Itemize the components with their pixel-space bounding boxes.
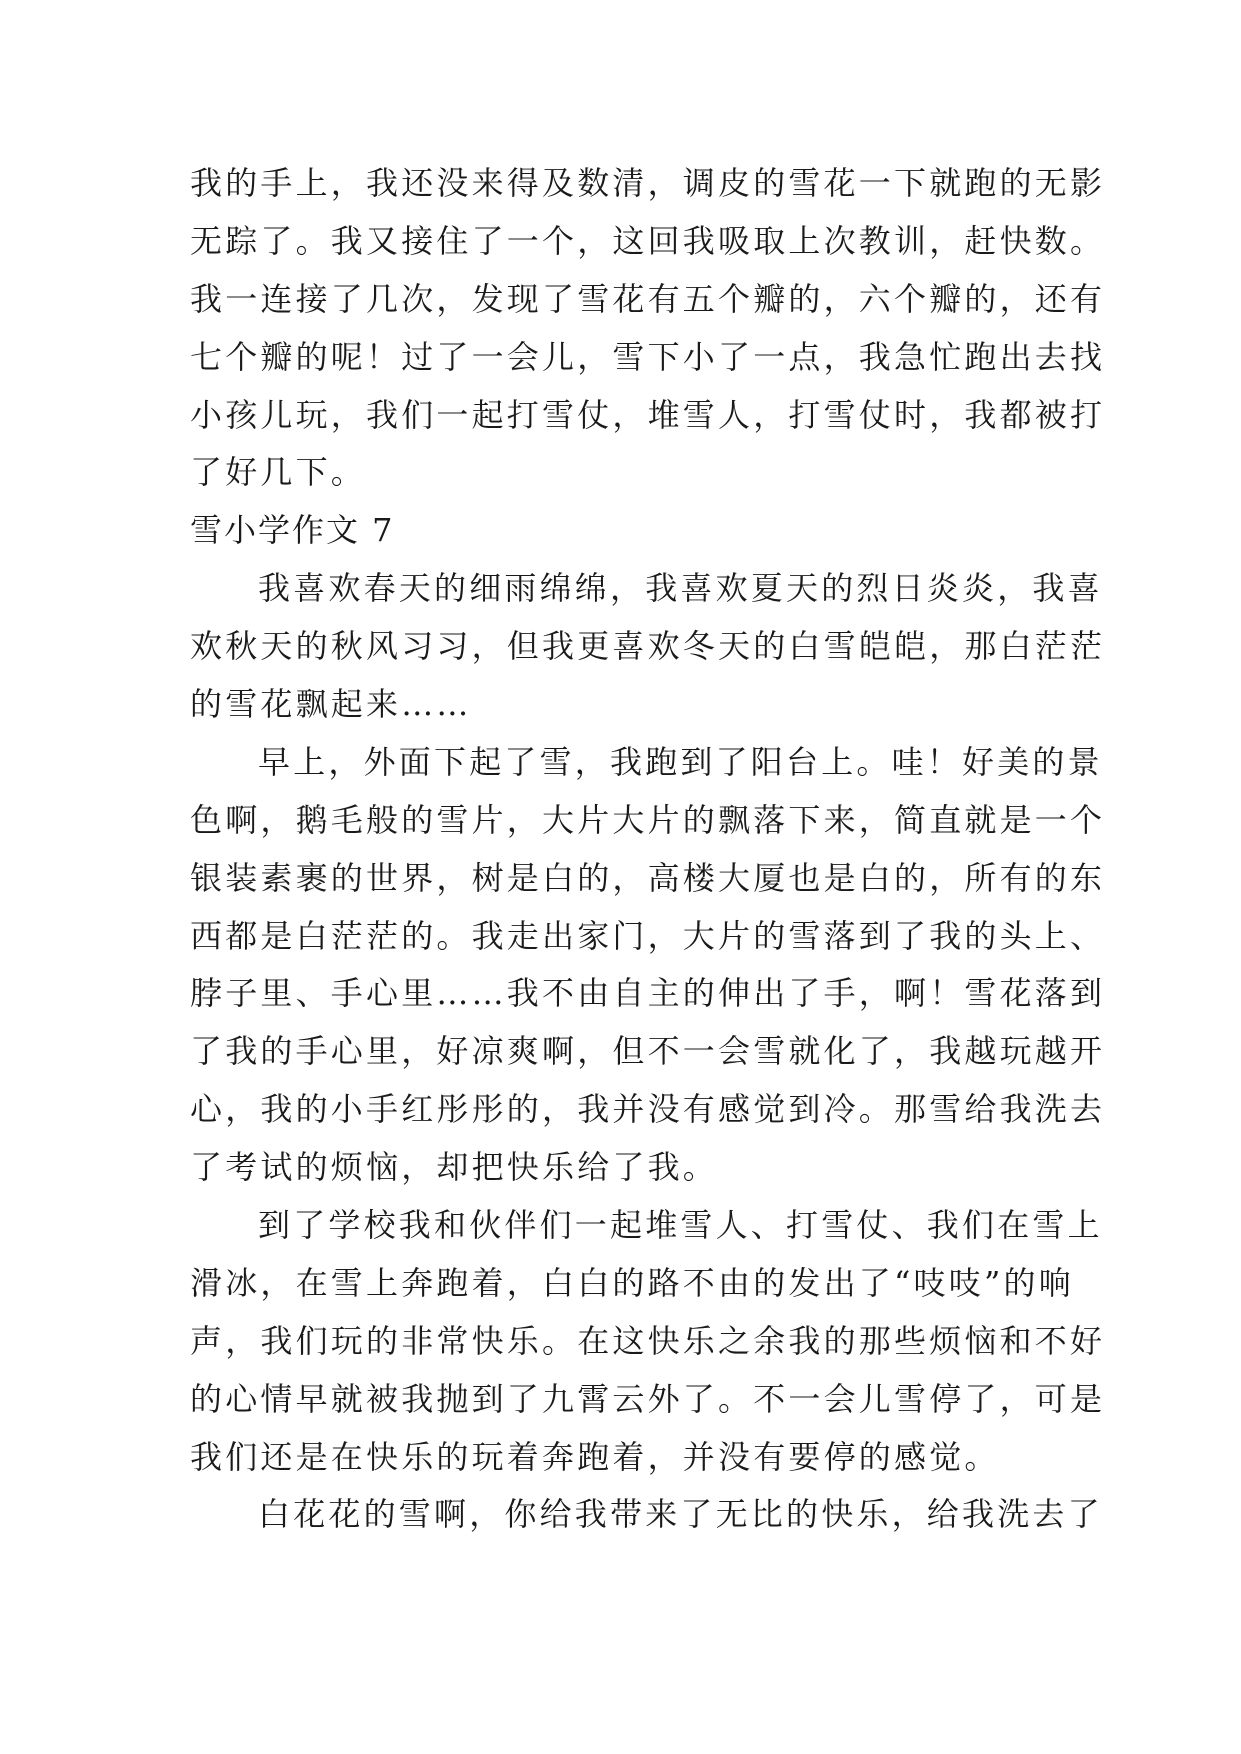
text-line: 我的手上，我还没来得及数清，调皮的雪花一下就跑的无影 [190, 164, 1106, 202]
text-line: 了我的手心里，好凉爽啊，但不一会雪就化了，我越玩越开 [190, 1032, 1106, 1071]
text-line: 欢秋天的秋风习习，但我更喜欢冬天的白雪皑皑，那白茫茫 [190, 627, 1106, 666]
text-line: 心，我的小手红彤彤的，我并没有感觉到冷。那雪给我洗去 [190, 1090, 1106, 1129]
text-line: 脖子里、手心里……我不由自主的伸出了手，啊！雪花落到 [190, 974, 1106, 1013]
text-line: 的雪花飘起来…… [190, 685, 472, 724]
essay-title: 雪小学作文 7 [190, 511, 395, 550]
text-line: 我一连接了几次，发现了雪花有五个瓣的，六个瓣的，还有 [190, 279, 1106, 318]
text-line: 七个瓣的呢！过了一会儿，雪下小了一点，我急忙跑出去找 [190, 337, 1106, 376]
text-line: 无踪了。我又接住了一个，这回我吸取上次教训，赶快数。 [190, 221, 1106, 260]
text-line: 了考试的烦恼，却把快乐给了我。 [190, 1148, 719, 1187]
paragraph-first-line: 我喜欢春天的细雨绵绵，我喜欢夏天的烈日炎炎，我喜 [258, 569, 1103, 608]
text-line: 了好几下。 [190, 453, 367, 492]
paragraph-first-line: 到了学校我和伙伴们一起堆雪人、打雪仗、我们在雪上 [258, 1206, 1103, 1245]
text-line: 色啊，鹅毛般的雪片，大片大片的飘落下来，简直就是一个 [190, 800, 1106, 839]
text-line: 声，我们玩的非常快乐。在这快乐之余我的那些烦恼和不好 [190, 1321, 1106, 1360]
text-line: 银装素裹的世界，树是白的，高楼大厦也是白的，所有的东 [190, 858, 1106, 897]
text-line: 小孩儿玩，我们一起打雪仗，堆雪人，打雪仗时，我都被打 [190, 395, 1106, 434]
paragraph-first-line: 早上，外面下起了雪，我跑到了阳台上。哇！好美的景 [258, 742, 1103, 781]
text-line: 我们还是在快乐的玩着奔跑着，并没有要停的感觉。 [190, 1437, 1000, 1476]
text-line: 滑冰，在雪上奔跑着，白白的路不由的发出了“吱吱”的响 [190, 1263, 1074, 1302]
text-line: 西都是白茫茫的。我走出家门，大片的雪落到了我的头上、 [190, 916, 1106, 955]
essay-body [190, 155, 1106, 1544]
text-line: 的心情早就被我抛到了九霄云外了。不一会儿雪停了，可是 [190, 1379, 1106, 1418]
paragraph-first-line: 白花花的雪啊，你给我带来了无比的快乐，给我洗去了 [258, 1495, 1103, 1534]
